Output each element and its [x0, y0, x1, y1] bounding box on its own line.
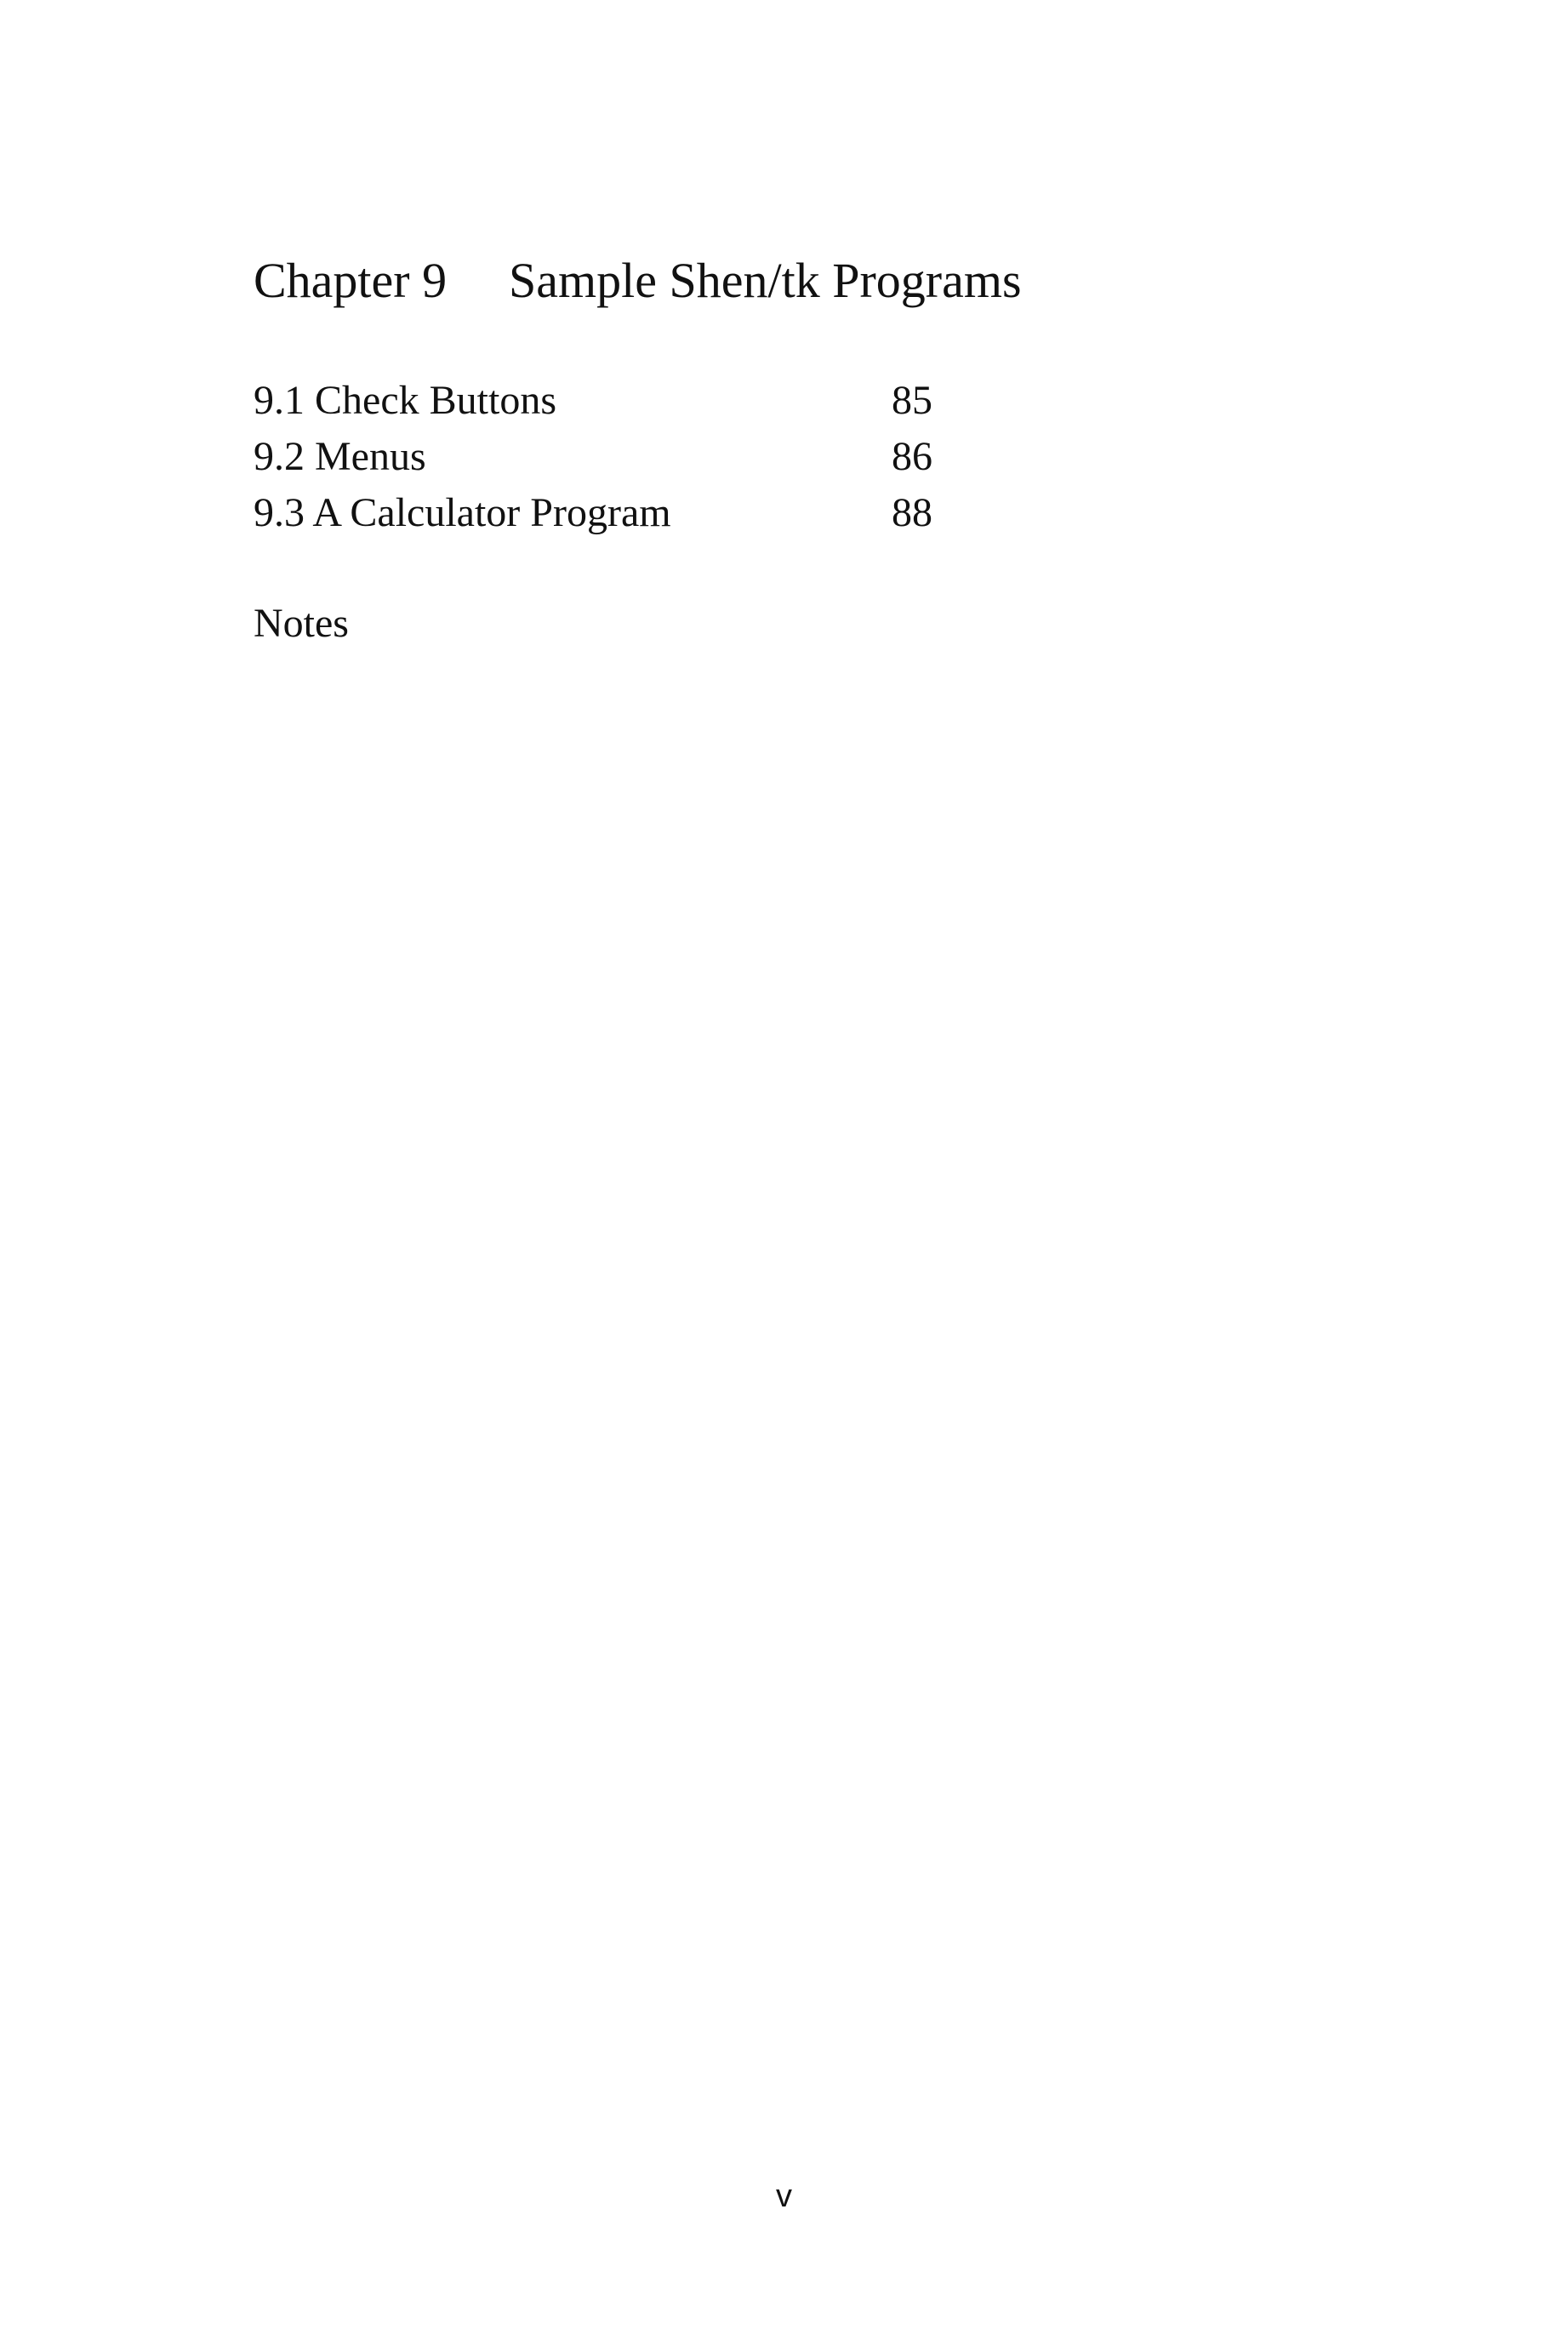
toc-entry-title: 9.1 Check Buttons	[254, 378, 556, 423]
toc-entry	[254, 429, 985, 485]
notes-heading: Notes	[254, 601, 349, 646]
chapter-label: Chapter 9	[254, 253, 448, 308]
toc-entry-page: 85	[892, 378, 932, 423]
chapter-heading	[254, 247, 1022, 315]
toc-entry	[254, 485, 985, 541]
toc-entry	[254, 373, 985, 429]
toc-entry-page: 86	[892, 434, 932, 479]
toc-entry-title: 9.3 A Calculator Program	[254, 490, 671, 535]
page-number: v	[776, 2178, 792, 2214]
toc-entry-title: 9.2 Menus	[254, 434, 426, 479]
chapter-title: Sample Shen/tk Programs	[509, 253, 1022, 308]
toc-entry-page: 88	[892, 490, 932, 535]
table-of-contents	[254, 373, 985, 541]
